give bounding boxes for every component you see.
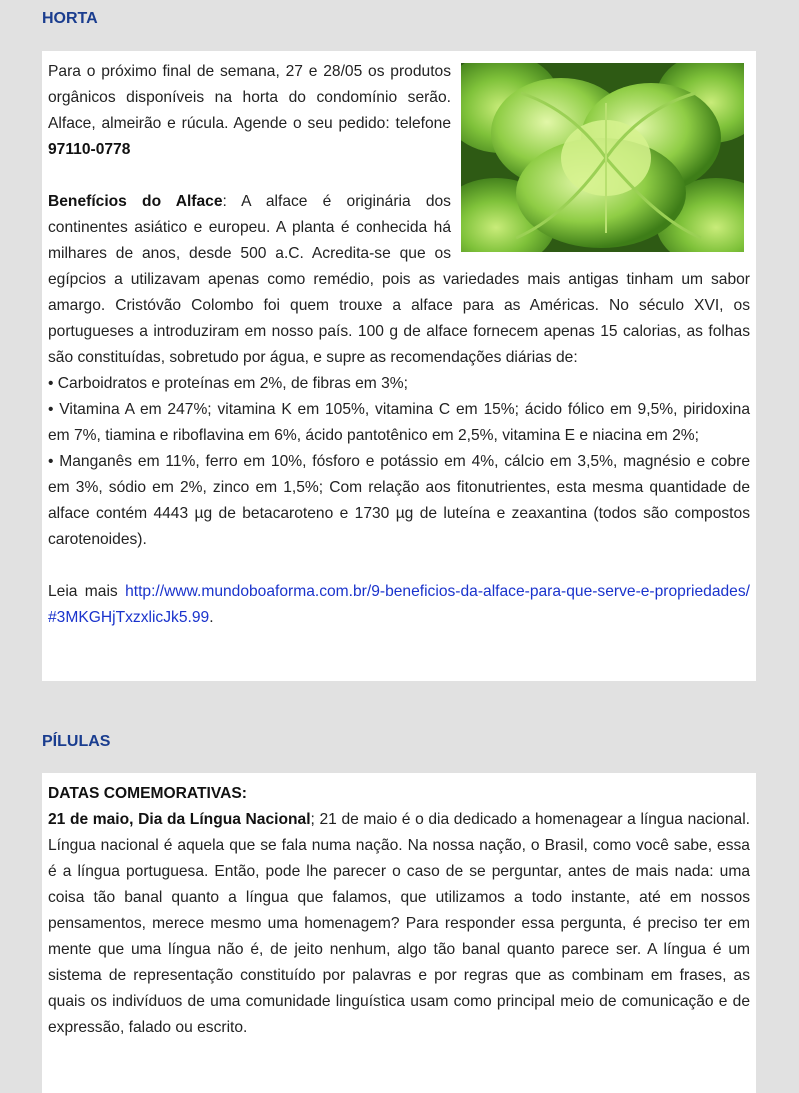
phone-number: 97110-0778: [48, 141, 131, 158]
benefits-paragraph: Benefícios do Alface: A alface é originária dos continentes asiático e europeu. A planta é conhecida há milhares de anos, desde 500 a.C. Acredita-se que os egípcios a utilizavam apenas como remédio, pois as variedades mais antigas tinham um sabor amargo. Cristóvão Colombo foi quem trouxe a alface para as Américas. No século XVI, os portugueses a introduziram em nosso país. 100 g de alface fornecem apenas 15 calorias, as folhas são constituídas, sobretudo por água, e supre as recomendações diárias de:: [48, 193, 750, 366]
lettuce-photo: [461, 63, 744, 252]
read-more-link[interactable]: http://www.mundoboaforma.com.br/9-beneficios-da-alface-para-que-serve-e-propriedades/#3MKGHjTxzxlicJk5.99: [48, 583, 750, 626]
pilulas-card: [42, 773, 756, 1093]
read-more: Leia mais http://www.mundoboaforma.com.br/9-beneficios-da-alface-para-que-serve-e-propriedades/#3MKGHjTxzxlicJk5.99.: [48, 583, 750, 626]
bullet-item: • Manganês em 11%, ferro em 10%, fósforo e potássio em 4%, cálcio em 3,5%, magnésio e cobre em 3%, sódio em 2%, zinco em 1,5%; Com relação aos fitonutrientes, esta mesma quantidade de alface contém 4443 µg de betacaroteno e 1730 µg de luteína e zeaxantina (todos são compostos carotenoides).: [48, 453, 750, 548]
benefits-title: Benefícios do Alface: [48, 193, 223, 210]
language-day-title: 21 de maio, Dia da Língua Nacional: [48, 811, 311, 828]
horta-section-title: HORTA: [42, 10, 98, 27]
bullet-item: • Carboidratos e proteínas em 2%, de fibras em 3%;: [48, 375, 408, 392]
bullet-item: • Vitamina A em 247%; vitamina K em 105%, vitamina C em 15%; ácido fólico em 9,5%, piridoxina em 7%, tiamina e riboflavina em 6%, ácido pantotênico em 2,5%, vitamina E e niacina em 2%;: [48, 401, 750, 444]
pilulas-section-title: PÍLULAS: [42, 733, 111, 750]
language-day-paragraph: 21 de maio, Dia da Língua Nacional; 21 de maio é o dia dedicado a homenagear a língua nacional. Língua nacional é aquela que se fala numa nação. Na nossa nação, o Brasil, como você sabe, essa é a língua portuguesa. Então, pode lhe parecer o caso de se perguntar, antes de mais nada: uma coisa tão banal quanto a língua que falamos, que utilizamos a todo instante, até em nossos pensamentos, merece mesmo uma homenagem? Para responder essa pergunta, é preciso ter em mente que uma língua não é, de jeito nenhum, algo tão banal quanto parece ser. A língua é um sistema de representação constituído por palavras e por regras que as combinam em frases, as quais os indivíduos de uma comunidade linguística usam como principal meio de comunicação e de expressão, falado ou escrito.: [48, 811, 750, 1036]
horta-intro: Para o próximo final de semana, 27 e 28/05 os produtos orgânicos disponíveis na horta do condomínio serão. Alface, almeirão e rúcula. Agende o seu pedido: telefone 97110-0778: [48, 63, 451, 158]
commemorative-dates-heading: DATAS COMEMORATIVAS:: [48, 785, 247, 802]
horta-card: [42, 51, 756, 681]
